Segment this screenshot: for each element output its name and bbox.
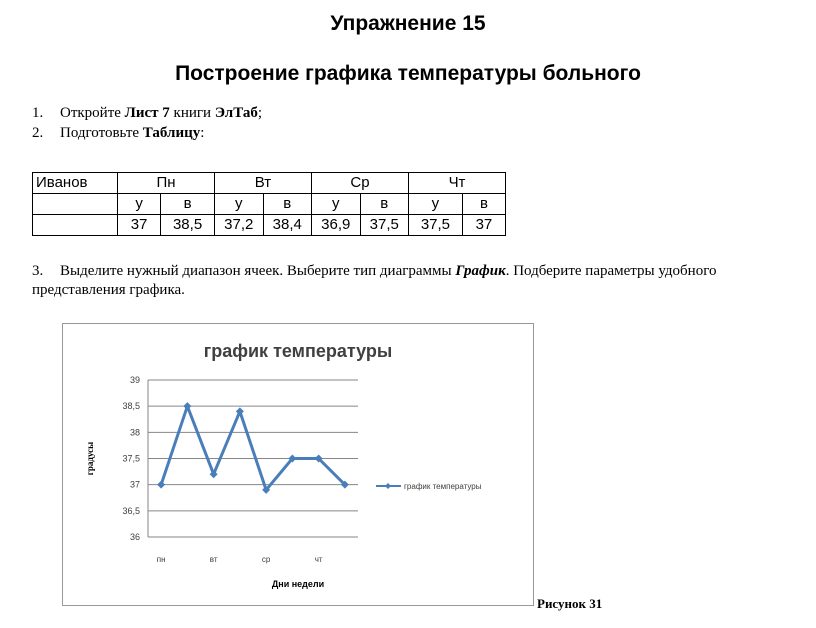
y-tick-label: 36 [129, 532, 140, 542]
legend-label: график температуры [404, 482, 482, 491]
table-cell-sub: в [360, 194, 409, 215]
table-cell-value: 37,5 [409, 215, 463, 236]
table-cell-value: 38,4 [263, 215, 312, 236]
y-tick-label: 37 [129, 479, 140, 490]
x-tick-label: чт [314, 555, 323, 564]
y-axis-label: градусы [85, 441, 95, 476]
data-point [210, 470, 218, 478]
step-text [60, 125, 204, 141]
y-tick-label: 39 [129, 375, 140, 385]
table-cell-sub: в [263, 194, 312, 215]
table-cell-name: Иванов [33, 173, 118, 194]
table-cell-value: 37,2 [215, 215, 264, 236]
step-text-part: ; [257, 105, 263, 121]
table-header-row [33, 173, 506, 194]
table-cell-day: Вт [215, 173, 312, 194]
table-cell-day: Ср [312, 173, 409, 194]
table-cell-sub: у [312, 194, 361, 215]
table-cell-value: 38,5 [161, 215, 215, 236]
table-cell-sub: у [409, 194, 463, 215]
table-cell-sub: в [161, 194, 215, 215]
step-number: 2. [32, 125, 44, 141]
step-text-part: : [200, 125, 205, 141]
page-subtitle: Построение графика температуры больного [175, 62, 641, 85]
table-cell-day: Пн [118, 173, 215, 194]
table-subheader-row [33, 194, 506, 215]
chart-title: график температуры [203, 341, 393, 361]
table-cell-empty [33, 194, 118, 215]
step-text-part: . Подберите параметры удобного представления графика. [32, 263, 717, 298]
table-cell-day: Чт [409, 173, 506, 194]
temperature-chart [62, 323, 534, 606]
y-tick-label: 38 [129, 427, 140, 438]
y-tick-label: 36,5 [122, 505, 140, 516]
table-cell-sub: в [462, 194, 505, 215]
table-cell-value: 36,9 [312, 215, 361, 236]
table-cell-value: 37 [462, 215, 505, 236]
x-tick-label: вт [209, 555, 218, 564]
table-cell-value: 37 [118, 215, 161, 236]
step-3 [32, 262, 812, 300]
page-title: Упражнение 15 [330, 12, 486, 35]
table-cell-sub: у [118, 194, 161, 215]
step-text-part: Подготовьте [60, 125, 143, 141]
legend-marker [385, 483, 391, 489]
step-text [32, 263, 717, 298]
chart-svg [63, 324, 533, 605]
x-axis-label: Дни недели [271, 579, 325, 589]
step-2 [32, 124, 204, 143]
x-tick-label: пн [156, 555, 166, 564]
step-text-part: Выделите нужный диапазон ячеек. Выберите тип диаграммы [60, 263, 456, 279]
step-text-part: График [455, 263, 506, 279]
step-text-part: Таблицу [142, 125, 201, 141]
step-text-part: ЭлТаб [214, 105, 258, 121]
figure-caption: Рисунок 31 [537, 596, 603, 611]
step-1 [32, 104, 262, 123]
data-point [236, 407, 244, 415]
step-text-part: Лист 7 [124, 105, 170, 121]
data-point [183, 402, 191, 410]
temperature-table [32, 172, 506, 236]
table-cell-value: 37,5 [360, 215, 409, 236]
y-tick-label: 37,5 [122, 453, 140, 464]
step-text-part: Откройте [60, 105, 125, 121]
x-tick-label: ср [261, 555, 271, 564]
y-tick-label: 38,5 [122, 401, 140, 412]
table-cell-empty [33, 215, 118, 236]
data-point [157, 481, 165, 489]
step-number: 3. [32, 263, 44, 279]
table-cell-sub: у [215, 194, 264, 215]
table-values-row [33, 215, 506, 236]
step-text-part: книги [169, 105, 215, 121]
series-line [161, 406, 345, 490]
step-text [60, 105, 262, 121]
step-number: 1. [32, 105, 44, 121]
